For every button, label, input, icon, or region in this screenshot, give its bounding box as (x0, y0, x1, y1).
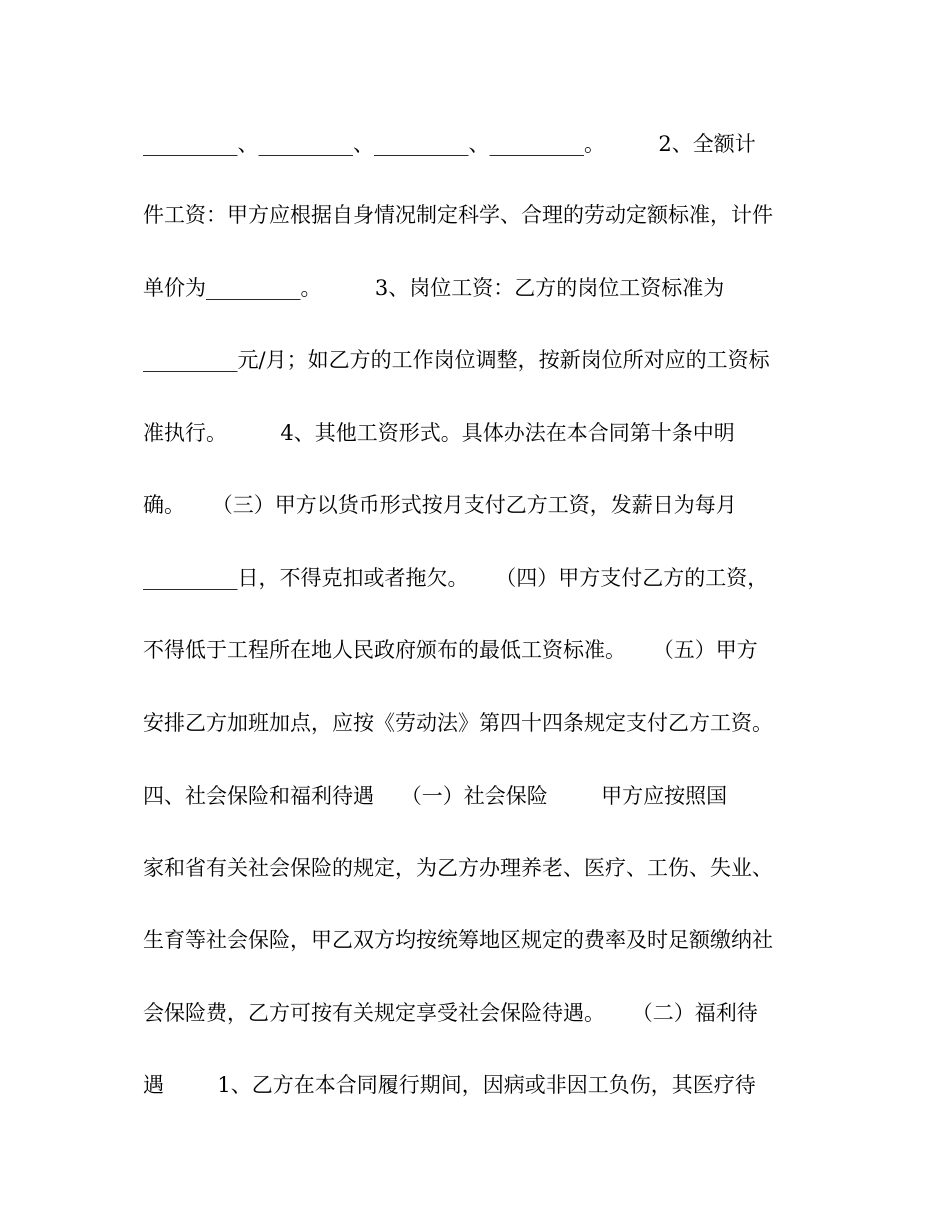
text-line: 生育等社会保险，甲乙双方均按统筹地区规定的费率及时足额缴纳社 (143, 928, 773, 952)
text-line: _________日，不得克扣或者拖欠。 （四）甲方支付乙方的工资， (143, 566, 769, 590)
text-line: 家和省有关社会保险的规定，为乙方办理养老、医疗、工伤、失业、 (143, 856, 773, 880)
text-line: 遇 1、乙方在本合同履行期间，因病或非因工负伤，其医疗待 (143, 1073, 756, 1097)
text-line: 单价为_________。 3、岗位工资：乙方的岗位工资标准为 (143, 276, 725, 300)
text-line: 安排乙方加班加点，应按《劳动法》第四十四条规定支付乙方工资。 (143, 711, 773, 735)
text-line: _________、_________、_________、_________。 2、全额计 (143, 132, 756, 156)
text-line: 四、社会保险和福利待遇 （一）社会保险 甲方应按照国 (143, 784, 728, 808)
text-line: 确。 （三）甲方以货币形式按月支付乙方工资，发薪日为每月 (143, 493, 737, 517)
text-line: 不得低于工程所在地人民政府颁布的最低工资标准。 （五）甲方 (143, 638, 758, 662)
text-line: 准执行。 4、其他工资形式。具体办法在本合同第十条中明 (143, 421, 735, 445)
text-line: _________元/月；如乙方的工作岗位调整，按新岗位所对应的工资标 (143, 348, 770, 372)
text-line: 件工资：甲方应根据自身情况制定科学、合理的劳动定额标准，计件 (143, 203, 773, 227)
text-line: 会保险费，乙方可按有关规定享受社会保险待遇。 （二）福利待 (143, 1001, 758, 1025)
